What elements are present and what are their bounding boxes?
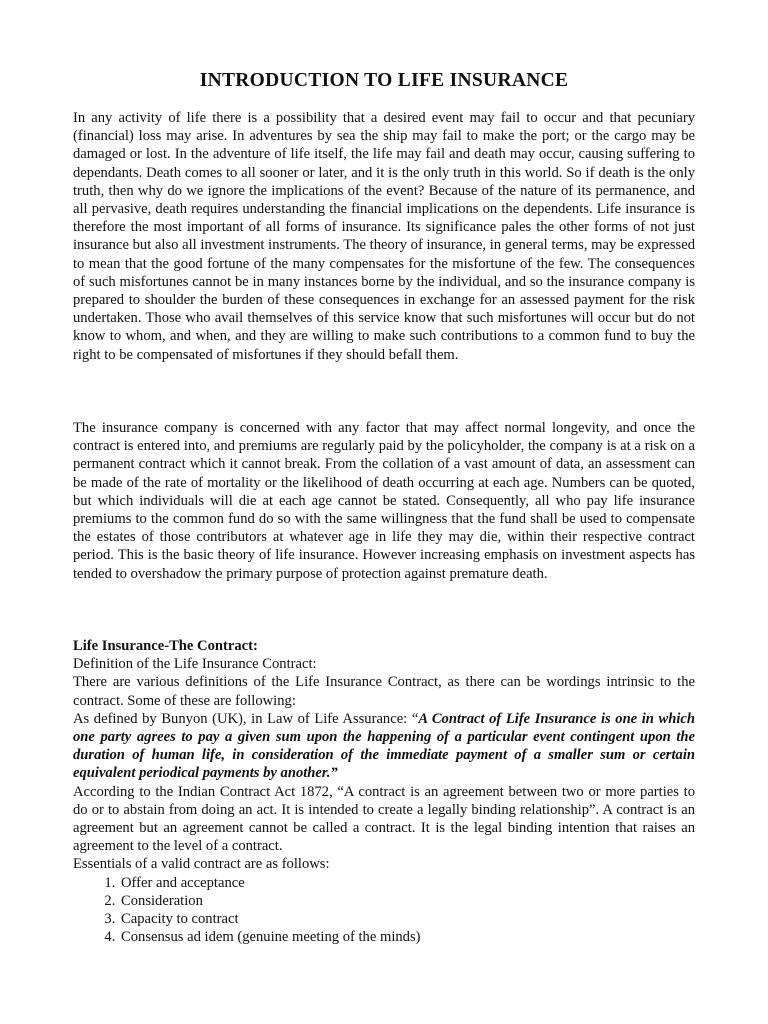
definitions-intro: There are various definitions of the Life Insurance Contract, as there can be wordings intrinsic to the contract. Some of these are following: xyxy=(73,674,695,709)
definition-label: Definition of the Life Insurance Contract: xyxy=(73,656,317,673)
intro-paragraph: In any activity of life there is a possibility that a desired event may fail to occur and that pecuniary (financial) loss may arise. In adventures by sea the ship may fail to make the port; or the cargo may be damaged or lost. In the adventure of life itself, the life may fail and death may occur, causing suffering to dependants. Death comes to all sooner or later, and it is the only truth in this world. So if death is the only truth, then why do we ignore the implications of the event? Because of the nature of its permanence, and all pervasive, death requires understanding the financial implications on the dependents. Life insurance is therefore the most important of all forms of insurance. Its significance pales the other forms of not just insurance but also all investment instruments. The theory of insurance, in general terms, may be expressed to mean that the good fortune of the many compensates for the misfortune of the few. The consequences of such misfortunes cannot be in many instances borne by the individual, and so the insurance company is prepared to shoulder the burden of these consequences in exchange for an assessed payment for the risk undertaken. Those who avail themselves of this service know that such misfortunes will occur but do not know to whom, and when, and they are willing to make such contributions to a common fund to buy the right to be compensated of misfortunes if they should befall them. xyxy=(73,110,695,363)
bunyon-definition xyxy=(73,710,695,783)
section-heading: Life Insurance-The Contract: xyxy=(73,638,258,654)
contract-section xyxy=(73,637,695,946)
document-title: INTRODUCTION TO LIFE INSURANCE xyxy=(199,70,569,91)
indian-contract-act-definition: According to the Indian Contract Act 1872, “A contract is an agreement between two or more parties to do or to abstain from doing an act. It is intended to create a legally binding relationship”. A contract is an agreement but an agreement cannot be called a contract. It is the legal binding intention that raises an agreement to the level of a contract. xyxy=(73,783,695,855)
bunyon-quote: A Contract of Life Insurance is one in which one party agrees to pay a given sum upon the happening of a particular event contingent upon the duration of human life, in consideration of the immediate payment of a smaller sum or certain equivalent periodical payments by another.” xyxy=(73,710,695,782)
essentials-label: Essentials of a valid contract are as follows: xyxy=(73,856,330,873)
list-item: 1. Offer and acceptance xyxy=(119,874,695,892)
list-item: 2. Consideration xyxy=(119,892,695,910)
bunyon-lead: As defined by Bunyon (UK), in Law of Life Assurance: “ xyxy=(73,710,419,727)
insurance-company-paragraph: The insurance company is concerned with any factor that may affect normal longevity, and once the contract is entered into, and premiums are regularly paid by the policyholder, the company is at a risk on a permanent contract which it cannot break. From the collation of a vast amount of data, an assessment can be made of the rate of mortality or the likelihood of death occurring at each age. Numbers can be quoted, but which individuals will die at each age cannot be stated. Consequently, all who pay life insurance premiums to the common fund do so with the same willingness that the fund shall be used to compensate the estates of those contributors at whatever age in life they may die, within their respective contract period. This is the basic theory of life insurance. However increasing emphasis on investment aspects has tended to overshadow the primary purpose of protection against premature death. xyxy=(73,420,695,582)
list-item: 4. Consensus ad idem (genuine meeting of the minds) xyxy=(119,928,695,946)
essentials-list xyxy=(73,874,695,947)
list-item: 3. Capacity to contract xyxy=(119,910,695,928)
